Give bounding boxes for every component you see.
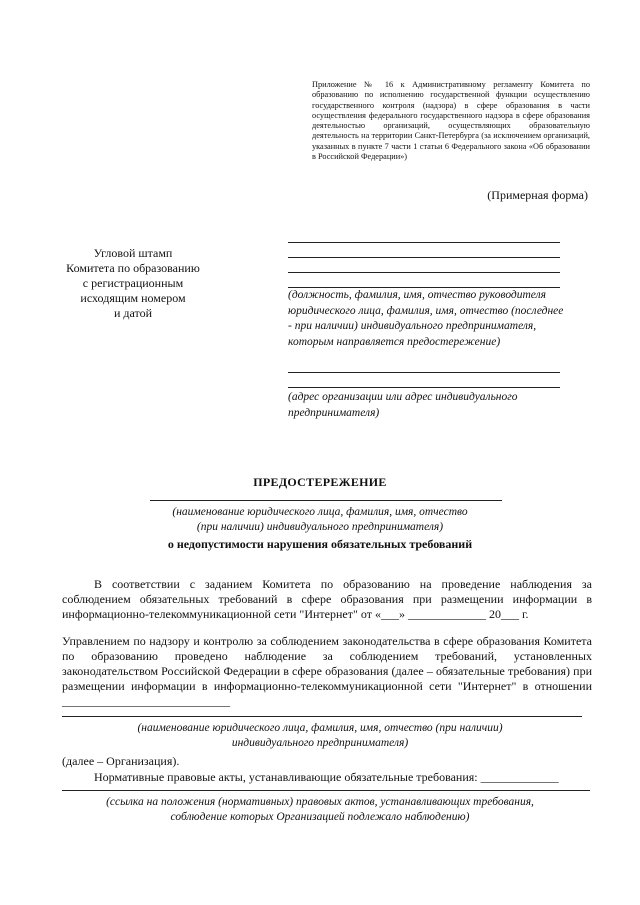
stamp-line: Комитета по образованию [66,261,200,275]
document-subtitle: о недопустимости нарушения обязательных требований [167,537,473,551]
address-blank-line [288,372,560,373]
entity-name-blank-line [150,500,502,501]
acts-caption: (ссылка на положения (нормативных) правовых актов, устанавливающих требования, [106,796,534,808]
entity-caption-full: (наименование юридического лица, фамилия, имя, отчество (при наличии) [137,722,503,734]
appendix-header: Приложение № 16 к Административному регламенту Комитета по образованию по исполнению государственной функции осуществлению государственного контроля (надзора) в сфере образования в части осуществления федерального государственного надзора в сфере образования деятельностью организаций, осуществляющих образовательную деятельность на территории Санкт-Петербурга (за исключением организаций, указанных в пункте 7 части 1 статьи 6 Федерального закона «Об образовании в Российской Федерации») [312,80,590,162]
address-blank-line [288,387,560,388]
document-title: ПРЕДОСТЕРЕЖЕНИЕ [253,475,387,489]
stamp-line: исходящим номером [80,291,186,305]
paragraph-observation: Управлением по надзору и контролю за соблюдением законодательства в сфере образования Комитета по образованию проведено наблюдение за соблюдением требований, установленных законодательством Российской Федерации в сфере образования (далее – обязательные требования) при размещении информации в информационно-телекоммуникационной сети "Интернет" в отношении ____________________________ [62,634,592,708]
acts-blank-line [62,790,590,791]
acts-caption: соблюдение которых Организацией подлежало наблюдению) [170,811,470,823]
form-note: (Примерная форма) [487,188,588,202]
organization-note: (далее – Организация). [62,754,180,768]
entity-caption: (при наличии) индивидуального предпринимателя) [196,521,444,533]
corner-stamp-placeholder [58,246,208,321]
addressee-blank-line [288,257,560,258]
addressee-blank-line [288,242,560,243]
addressee-caption: (должность, фамилия, имя, отчество руководителя юридического лица, фамилия, имя, отчество (последнее - при наличии) индивидуального предпринимателя, которым направляется предостережение) [288,289,564,348]
normative-acts-line: Нормативные правовые акты, устанавливающие обязательные требования: _____________ [94,770,559,784]
stamp-line: с регистрационным [82,276,184,290]
entity-caption-full: индивидуального предпринимателя) [231,737,409,749]
addressee-blank-line [288,272,560,273]
address-caption: (адрес организации или адрес индивидуального предпринимателя) [288,391,518,419]
stamp-line: Угловой штамп [93,246,173,260]
paragraph-assignment: В соответствии с заданием Комитета по образованию на проведение наблюдения за соблюдением обязательных требований в сфере образования при размещении информации в информационно-телекоммуникационной сети "Интернет" от «___» _____________ 20___ г. [62,577,592,621]
stamp-line: и датой [113,306,153,320]
entity-caption: (наименование юридического лица, фамилия, имя, отчество [172,506,468,518]
entity-name-blank-line [62,716,582,717]
